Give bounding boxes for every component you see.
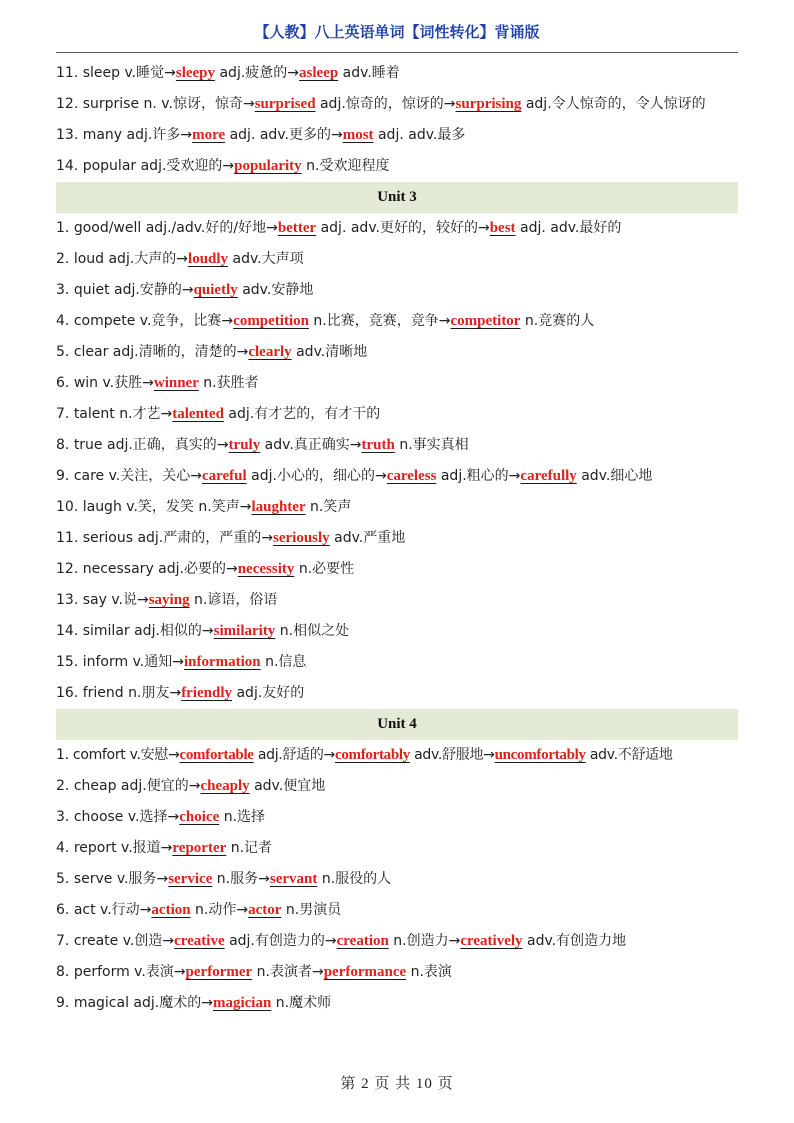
arrow-icon: → [162, 933, 175, 949]
word-entry [56, 740, 738, 771]
entry-number: 3. [56, 282, 70, 298]
entry-text: create v.创造 [73, 933, 163, 949]
unit-4-section [56, 740, 738, 1019]
answer-word: clearly [248, 344, 292, 360]
arrow-icon: → [180, 127, 193, 143]
entry-number: 1. [56, 220, 70, 236]
entry-text: n.笑声 [305, 499, 352, 515]
answer-word: careful [201, 468, 247, 484]
entry-text: talent n.才艺 [73, 406, 161, 422]
entry-text: n.表演者 [252, 964, 312, 980]
entry-number: 11. [56, 530, 79, 546]
arrow-icon: → [221, 313, 234, 329]
word-entry [56, 771, 738, 802]
arrow-icon: → [349, 437, 362, 453]
entry-number: 15. [56, 654, 79, 670]
word-entry [56, 337, 738, 368]
answer-word: laughter [251, 499, 306, 515]
word-entry [56, 430, 738, 461]
word-entry [56, 89, 738, 120]
entry-number: 2. [56, 251, 70, 267]
entry-number: 8. [56, 964, 70, 980]
entry-text: adv.严重地 [329, 530, 406, 546]
answer-word: carefully [520, 468, 577, 484]
arrow-icon: → [156, 871, 169, 887]
entry-number: 4. [56, 313, 70, 329]
arrow-icon: → [222, 158, 235, 174]
entry-text: n.动作 [190, 902, 237, 918]
page-header-title: 【人教】八上英语单词【词性转化】背诵版 [254, 23, 540, 41]
unit-3-heading: Unit 3 [56, 182, 738, 213]
arrow-icon: → [139, 902, 152, 918]
answer-word: creation [336, 933, 389, 949]
arrow-icon: → [448, 933, 461, 949]
arrow-icon: → [225, 561, 238, 577]
arrow-icon: → [169, 685, 182, 701]
arrow-icon: → [258, 871, 270, 887]
entry-number: 4. [56, 840, 70, 856]
entry-text: adj.友好的 [232, 685, 305, 701]
arrow-icon: → [239, 499, 252, 515]
entry-number: 10. [56, 499, 79, 515]
word-entry [56, 461, 738, 492]
entry-text: many adj.许多 [82, 127, 181, 143]
entry-text: adv.清晰地 [291, 344, 368, 360]
answer-word: creatively [460, 933, 523, 949]
word-entry [56, 120, 738, 151]
answer-word: best [489, 220, 516, 236]
entry-number: 5. [56, 871, 70, 887]
arrow-icon: → [160, 840, 173, 856]
answer-word: actor [248, 902, 282, 918]
entry-text: adj. adv.更多的 [225, 127, 331, 143]
entry-number: 9. [56, 995, 70, 1011]
entry-text: true adj.正确，真实的 [73, 437, 217, 453]
arrow-icon: → [242, 96, 255, 112]
word-entry [56, 399, 738, 430]
entry-text: sleep v.睡觉 [82, 65, 165, 81]
entry-text: loud adj.大声的 [73, 251, 177, 267]
answer-word: surprised [254, 96, 316, 112]
entry-text: clear adj.清晰的，清楚的 [73, 344, 237, 360]
entry-text: n.魔术师 [271, 995, 332, 1011]
entry-text: adv.便宜地 [249, 778, 326, 794]
arrow-icon: → [168, 747, 180, 763]
entry-text: n.服务 [212, 871, 259, 887]
entry-text: adj.粗心的 [436, 468, 509, 484]
entry-text: adv.细心地 [576, 468, 653, 484]
answer-word: winner [153, 375, 199, 391]
answer-word: truly [228, 437, 261, 453]
entry-text: surprise n. v.惊讶，惊奇 [82, 96, 243, 112]
entry-text: adj. adv.更好的，较好的 [316, 220, 478, 236]
entry-text: n.选择 [219, 809, 266, 825]
entry-number: 2. [56, 778, 70, 794]
word-entry [56, 151, 738, 182]
answer-word: comfortably [334, 747, 410, 763]
entry-text: necessary adj.必要的 [82, 561, 226, 577]
entry-number: 12. [56, 561, 79, 577]
answer-word: talented [172, 406, 224, 422]
entry-text: magical adj.魔术的 [73, 995, 202, 1011]
arrow-icon: → [236, 902, 249, 918]
entry-number: 1. [56, 747, 69, 763]
entry-text: adv.舒服地 [409, 747, 484, 763]
word-entry [56, 58, 738, 89]
arrow-icon: → [287, 65, 300, 81]
arrow-icon: → [266, 220, 278, 236]
answer-word: cheaply [200, 778, 250, 794]
word-entry [56, 833, 738, 864]
word-entry [56, 802, 738, 833]
answer-word: similarity [213, 623, 276, 639]
arrow-icon: → [201, 623, 214, 639]
entry-text: adv.真正确实 [260, 437, 350, 453]
answer-word: performer [185, 964, 253, 980]
entry-number: 6. [56, 902, 70, 918]
entry-text: comfort v.安慰 [72, 747, 169, 763]
answer-word: competition [233, 313, 309, 329]
entry-text: serious adj.严肃的，严重的 [82, 530, 262, 546]
answer-word: reporter [172, 840, 227, 856]
entry-text: adv.不舒适地 [585, 747, 673, 763]
entry-text: adj.有才艺的，有才干的 [223, 406, 381, 422]
entry-text: report v.报道 [73, 840, 161, 856]
answer-word: performance [323, 964, 407, 980]
word-entry [56, 492, 738, 523]
entry-text: adj. adv.最多 [373, 127, 466, 143]
vocabulary-list [56, 58, 738, 1019]
entry-number: 12. [56, 96, 79, 112]
answer-word: choice [179, 809, 220, 825]
answer-word: quietly [193, 282, 238, 298]
entry-text: popular adj.受欢迎的 [82, 158, 223, 174]
answer-word: more [192, 127, 226, 143]
entry-text: n.记者 [226, 840, 273, 856]
entry-text: n.获胜者 [198, 375, 259, 391]
entry-number: 7. [56, 406, 70, 422]
arrow-icon: → [173, 964, 186, 980]
unit-3-section [56, 213, 738, 709]
entry-text: perform v.表演 [73, 964, 174, 980]
answer-word: surprising [455, 96, 522, 112]
word-entry [56, 678, 738, 709]
word-entry [56, 616, 738, 647]
entry-text: care v.关注，关心 [73, 468, 191, 484]
word-entry [56, 244, 738, 275]
page-number-footer: 第 2 页 共 10 页 [340, 1076, 454, 1092]
answer-word: service [168, 871, 213, 887]
entry-text: friend n.朋友 [82, 685, 170, 701]
arrow-icon: → [164, 65, 176, 81]
entry-number: 8. [56, 437, 70, 453]
arrow-icon: → [261, 530, 273, 546]
entry-text: inform v.通知 [82, 654, 173, 670]
entry-text: n.竞赛的人 [520, 313, 595, 329]
entry-number: 14. [56, 158, 79, 174]
answer-word: creative [174, 933, 225, 949]
entry-text: act v.行动 [73, 902, 140, 918]
header-divider [56, 52, 738, 53]
entry-text: choose v.选择 [73, 809, 168, 825]
answer-word: saying [148, 592, 190, 608]
entry-text: adj.有创造力的 [224, 933, 325, 949]
entry-number: 13. [56, 592, 79, 608]
word-entry [56, 306, 738, 337]
entry-text: adj. adv.最好的 [515, 220, 622, 236]
entry-text: adj.小心的，细心的 [246, 468, 375, 484]
entry-number: 13. [56, 127, 79, 143]
answer-word: seriously [273, 530, 330, 546]
arrow-icon: → [216, 437, 229, 453]
entry-text: cheap adj.便宜的 [73, 778, 189, 794]
entry-text: n.谚语，俗语 [189, 592, 278, 608]
answer-word: servant [269, 871, 318, 887]
entry-text: similar adj.相似的 [82, 623, 202, 639]
word-entry [56, 988, 738, 1019]
entry-text: adv.大声项 [228, 251, 304, 267]
entry-text: adv.有创造力地 [522, 933, 627, 949]
word-entry [56, 275, 738, 306]
entry-number: 11. [56, 65, 79, 81]
answer-word: better [277, 220, 317, 236]
entry-text: adv.睡着 [338, 65, 400, 81]
arrow-icon: → [167, 809, 180, 825]
unit-4-heading: Unit 4 [56, 709, 738, 740]
arrow-icon: → [236, 344, 249, 360]
answer-word: magician [212, 995, 272, 1011]
entry-number: 6. [56, 375, 70, 391]
arrow-icon: → [443, 96, 456, 112]
arrow-icon: → [324, 933, 337, 949]
answer-word: comfortable [179, 747, 254, 763]
arrow-icon: → [176, 251, 189, 267]
arrow-icon: → [160, 406, 173, 422]
arrow-icon: → [374, 468, 387, 484]
arrow-icon: → [323, 747, 335, 763]
entry-number: 9. [56, 468, 70, 484]
arrow-icon: → [190, 468, 202, 484]
entry-text: adv.安静地 [237, 282, 314, 298]
word-entry [56, 957, 738, 988]
entry-number: 16. [56, 685, 79, 701]
arrow-icon: → [483, 747, 495, 763]
word-entry [56, 864, 738, 895]
entry-text: n.创造力 [388, 933, 449, 949]
answer-word: friendly [181, 685, 233, 701]
answer-word: careless [386, 468, 437, 484]
entry-text: n.必要性 [294, 561, 355, 577]
word-entry [56, 926, 738, 957]
word-entry [56, 554, 738, 585]
entry-text: adj.疲惫的 [215, 65, 288, 81]
entry-text: n.相似之处 [275, 623, 350, 639]
unit-2-continued-section [56, 58, 738, 182]
answer-word: uncomfortably [494, 747, 586, 763]
answer-word: competitor [450, 313, 521, 329]
answer-word: action [151, 902, 191, 918]
entry-number: 5. [56, 344, 70, 360]
entry-text: win v.获胜 [73, 375, 143, 391]
arrow-icon: → [142, 375, 154, 391]
entry-number: 14. [56, 623, 79, 639]
arrow-icon: → [181, 282, 194, 298]
arrow-icon: → [477, 220, 490, 236]
entry-text: adj.舒适的 [253, 747, 324, 763]
arrow-icon: → [188, 778, 201, 794]
entry-text: n.服役的人 [317, 871, 392, 887]
answer-word: most [342, 127, 374, 143]
answer-word: necessity [237, 561, 295, 577]
entry-text: n.信息 [260, 654, 307, 670]
word-entry [56, 368, 738, 399]
entry-text: quiet adj.安静的 [73, 282, 182, 298]
answer-word: loudly [188, 251, 229, 267]
arrow-icon: → [201, 995, 213, 1011]
arrow-icon: → [136, 592, 149, 608]
entry-text: n.受欢迎程度 [301, 158, 390, 174]
word-entry [56, 523, 738, 554]
arrow-icon: → [172, 654, 184, 670]
word-entry [56, 585, 738, 616]
entry-text: say v.说 [82, 592, 137, 608]
arrow-icon: → [330, 127, 343, 143]
entry-number: 7. [56, 933, 70, 949]
word-entry [56, 895, 738, 926]
word-entry [56, 213, 738, 244]
answer-word: sleepy [175, 65, 216, 81]
arrow-icon: → [508, 468, 521, 484]
entry-text: adj.令人惊奇的，令人惊讶的 [521, 96, 706, 112]
entry-text: n.事实真相 [394, 437, 469, 453]
word-entry [56, 647, 738, 678]
answer-word: information [183, 654, 261, 670]
entry-text: compete v.竞争，比赛 [73, 313, 222, 329]
entry-text: adj.惊奇的，惊讶的 [315, 96, 444, 112]
entry-text: n.表演 [406, 964, 452, 980]
arrow-icon: → [311, 964, 324, 980]
arrow-icon: → [438, 313, 451, 329]
entry-text: laugh v.笑，发笑 n.笑声 [82, 499, 240, 515]
entry-text: n.比赛，竞赛，竞争 [308, 313, 439, 329]
entry-number: 3. [56, 809, 70, 825]
entry-text: n.男演员 [281, 902, 342, 918]
entry-text: good/well adj./adv.好的/好地 [73, 220, 267, 236]
answer-word: truth [361, 437, 395, 453]
answer-word: asleep [299, 65, 339, 81]
entry-text: serve v.服务 [73, 871, 157, 887]
answer-word: popularity [234, 158, 302, 174]
